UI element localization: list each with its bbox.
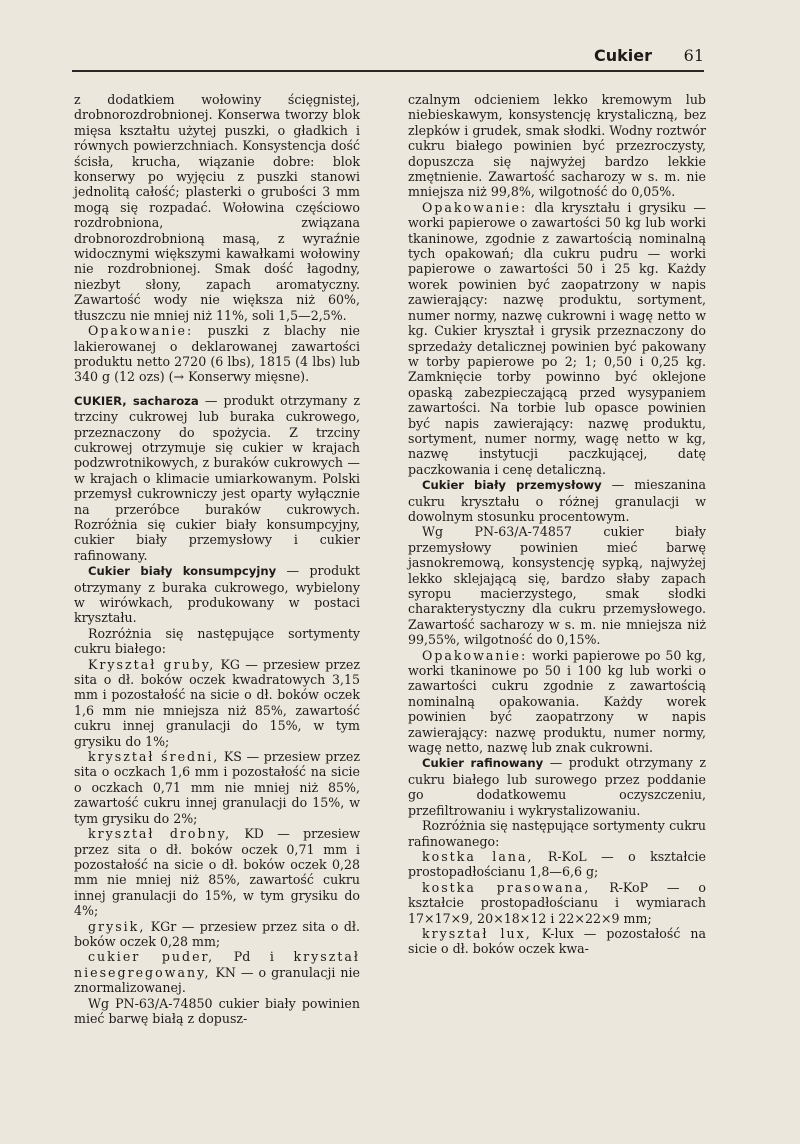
entry-cukier-rafinowany: Cukier rafinowany — produkt otrzymany z cukru białego lub surowego przez poddanie go dodatkowemu oczyszczeniu, przefiltrowaniu i wykrystalizowaniu. bbox=[408, 755, 707, 818]
header-rule bbox=[72, 70, 704, 72]
paragraph: Opakowanie: dla kryształu i grysiku — worki papierowe o zawartości 50 kg lub worki tkaninowe, zgodnie z zawartością nominalną tych opakowań; dla cukru pudru — worki papierowe o zawartości 50 i 25 kg. Każdy worek powinien być zaopatrzony w napis zawierający: nazwę produktu, sortyment, numer normy, nazwę cukrowni i wagę netto w kg. Cukier kryształ i grysik przeznaczony do sprzedaży detalicznej powinien być pakowany w torby papierowe po 2; 1; 0,50 i 0,25 kg. Zamknięcie torby powinno być oklejone opaską zabezpieczającą przed wysypaniem zawartości. Na torbie lub opasce powinien być napis zawierający: nazwę produktu, sortyment, numer normy, wagę netto w kg, nazwę instytucji paczkującej, datę paczkowania i cenę detaliczną. bbox=[408, 199, 706, 477]
entry-cukier: CUKIER, sacharoza — produkt otrzymany z trzciny cukrowej lub buraka cukrowego, przeznaczony do spożycia. Z trzciny cukrowej otrzymuje się cukier w krajach podzwrotnikowych, z buraków cukrowych — w krajach o klimacie umiarkowanym. Polski przemysł cukrowniczy jest oparty wyłącznie na przeróbce buraków cukrowych. Rozróżnia się cukier biały konsumpcyjny, cukier biały przemysłowy i cukier rafinowany. bbox=[74, 392, 360, 563]
list-item: kryształ średni, KS — przesiew przez sita o oczkach 1,6 mm i pozostałość na sicie o oczkach 0,71 mm nie mniej niż 85%, zawartość cukru innej granulacji do 15%, w tym grysiku do 2%; bbox=[74, 749, 360, 826]
paragraph: Wg PN-63/A-74857 cukier biały przemysłowy powinien mieć barwę jasnokremową, konsystencję sypką, najwyżej lekko sklejającą się, bardzo słaby zapach syropu macierzystego, smak słodki charakterystyczny dla cukru przemysłowego. Zawartość sacharozy w s. m. nie mniejsza niż 99,55%, wilgotność do 0,15%. bbox=[408, 524, 706, 648]
paragraph: Opakowanie: puszki z blachy nie lakierowanej o deklarowanej zawartości produktu netto 2720 (6 lbs), 1815 (4 lbs) lub 340 g (12 ozs) (→ Konserwy mięsne). bbox=[74, 323, 360, 385]
list-item: cukier puder, Pd i kryształ niesegregowany, KN — o granulacji nie znormalizowanej. bbox=[74, 949, 360, 996]
paragraph: z dodatkiem wołowiny ścięgnistej, drobnorozdrobnionej. Konserwa tworzy blok mięsa kształtu użytej puszki, o gładkich i równych powierzchniach. Konsystencja dość ścisła, krucha, wiązanie dobre: blok konserwy po wyjęciu z puszki stanowi jednolitą całość; plasterki o grubości 3 mm mogą się rozpadać. Wołowina częściowo rozdrobniona, związana drobnorozdrobnioną masą, z wyraźnie widocznymi większymi kawałkami wołowiny nie rozdrobnionej. Smak dość łagodny, niezbyt słony, zapach aromatyczny. Zawartość wody nie większa niż 60%, tłuszczu nie mniej niż 11%, soli 1,5—2,5%. bbox=[74, 92, 360, 323]
list-item: kryształ drobny, KD — przesiew przez sita o dł. boków oczek 0,71 mm i pozostałość na sicie o dł. boków oczek 0,28 mm nie mniej niż 85%, zawartość cukru innej granulacji do 15%, w tym grysiku do 4%; bbox=[74, 826, 360, 919]
list-item: kostka prasowana, R-KoP — o kształcie prostopadłościanu i wymiarach 17×17×9, 20×18×12 i 22×22×9 mm; bbox=[408, 879, 706, 926]
entry-cukier-bialy-konsumpcyjny: Cukier biały konsumpcyjny — produkt otrzymany z buraka cukrowego, wybielony w wirówkach, produkowany w postaci kryształu. bbox=[74, 563, 360, 626]
list-item: kostka lana, R-KoL — o kształcie prostopadłościanu 1,8—6,6 g; bbox=[408, 848, 707, 880]
list-item: grysik, KGr — przesiew przez sita o dł. boków oczek 0,28 mm; bbox=[74, 918, 360, 949]
list-item: Kryształ gruby, KG — przesiew przez sita o dł. boków oczek kwadratowych 3,15 mm i pozostałość na sicie o dł. boków oczek 1,6 mm nie mniejsza niż 85%, zawartość cukru innej granulacji do 15%, w tym grysiku do 1%; bbox=[74, 656, 360, 749]
left-column bbox=[74, 92, 360, 1026]
running-title: Cukier bbox=[594, 46, 652, 65]
page-number: 61 bbox=[683, 46, 704, 65]
list-item: kryształ lux, K-lux — pozostałość na sicie o dł. boków oczek kwa- bbox=[408, 925, 707, 957]
paragraph: Rozróżnia się następujące sortymenty cukru białego: bbox=[74, 625, 360, 657]
paragraph: Opakowanie: worki papierowe po 50 kg, worki tkaninowe po 50 i 100 kg lub worki o zawartości cukru zgodnie z zawartością nominalną opakowania. Każdy worek powinien być zaopatrzony w napis zawierający: nazwę produktu, numer normy, wagę netto, nazwę lub znak cukrowni. bbox=[408, 647, 706, 756]
paragraph: czalnym odcieniem lekko kremowym lub niebieskawym, konsystencję krystaliczną, bez zlepków i grudek, smak słodki. Wodny roztwór cukru białego powinien być przezroczysty, dopuszcza się najwyżej bardzo lekkie zmętnienie. Zawartość sacharozy w s. m. nie mniejsza niż 99,8%, wilgotność do 0,05%. bbox=[408, 92, 706, 200]
paragraph: Rozróżnia się następujące sortymenty cukru rafinowanego: bbox=[408, 818, 706, 849]
right-column bbox=[408, 92, 706, 957]
entry-cukier-bialy-przemyslowy: Cukier biały przemysłowy — mieszanina cukru kryształu o różnej granulacji w dowolnym stosunku procentowym. bbox=[408, 477, 706, 524]
paragraph: Wg PN-63/A-74850 cukier biały powinien mieć barwę białą z dopusz- bbox=[74, 995, 360, 1026]
running-header bbox=[72, 44, 704, 70]
